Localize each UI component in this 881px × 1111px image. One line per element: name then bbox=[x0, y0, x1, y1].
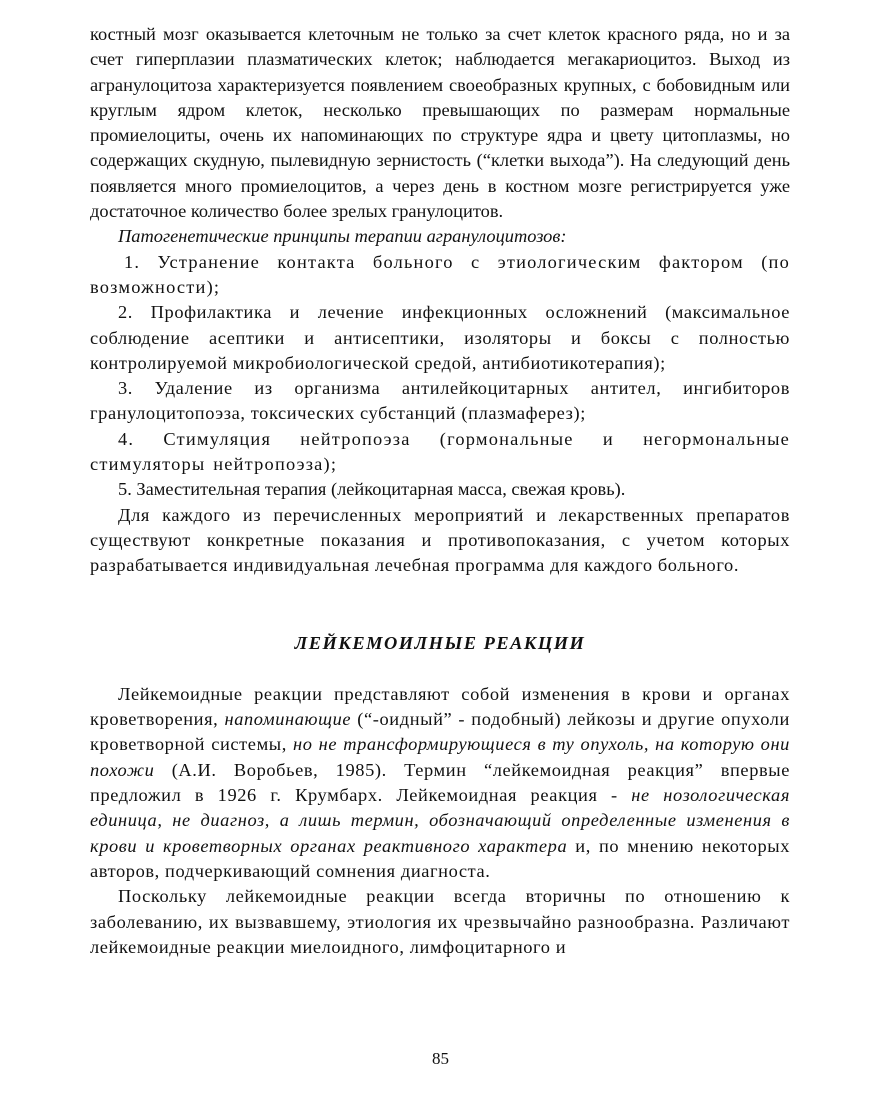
therapy-item-3: 3. Удаление из организма антилейкоцитарных антител, ингибиторов гранулоцитопоэза, токсических субстанций (плазмаферез); bbox=[90, 378, 790, 424]
spacer bbox=[90, 656, 790, 682]
emphasis-text: но не трансформирующиеся в ту опухоль, на которую они похожи bbox=[90, 734, 790, 780]
page-number: 85 bbox=[432, 1049, 449, 1068]
text-run: (А.И. Воробьев, 1985). Термин “лейкемоидная реакция” впервые предложил в 1926 г. Крумбарх. Лейкемоидная реакция - bbox=[90, 759, 790, 806]
text-run: (“-оидный” - подобный) лейкозы и другие опухоли кроветворной системы, bbox=[90, 709, 790, 755]
section-title: ЛЕЙКЕМОИЛНЫЕ РЕАКЦИИ bbox=[294, 632, 586, 653]
therapy-item-2: 2. Профилактика и лечение инфекционных осложнений (максимальное соблюдение асептики и антисептики, изоляторы и боксы с полностью контролируемой микробиологической средой, антибиотикотерапия); bbox=[90, 302, 790, 373]
therapy-item-5: 5. Заместительная терапия (лейкоцитарная масса, свежая кровь). bbox=[118, 479, 626, 500]
therapy-item-4: 4. Стимуляция нейтропоэза (гормональные и негормональные стимуляторы нейтропоэза); bbox=[90, 428, 790, 475]
emphasis-text: напоминающие bbox=[224, 709, 352, 730]
leukemoid-definition-paragraph bbox=[90, 682, 790, 884]
paragraph-bone-marrow: костный мозг оказывается клеточным не только за счет клеток красного ряда, но и за счет гиперплазии плазматических клеток; наблюдается мегакариоцитоз. Выход из агранулоцитоза характеризуется появлением своеобразных крупных, с бобовидным или круглым ядром клеток, несколько превышающих по размерам нормальные промиелоциты, очень их напоминающих по структуре ядра и цвету цитоплазмы, но содержащих скудную, пылевидную зернистость (“клетки выхода”). На следующий день появляется много промиелоцитов, а через день в костном мозге регистрируется уже достаточное количество более зрелых гранулоцитов. bbox=[90, 24, 790, 222]
leukemoid-etiology-paragraph: Поскольку лейкемоидные реакции всегда вторичны по отношению к заболеванию, их вызвавшему, этиология их чрезвычайно разнообразна. Различают лейкемоидные реакции миелоидного, лимфоцитарного и bbox=[90, 886, 790, 957]
therapy-principles-heading: Патогенетические принципы терапии агранулоцитозов: bbox=[118, 226, 567, 247]
emphasis-text: не нозологическая единица, не диагноз, а лишь термин, обозначающий определенные изменения в крови и кроветворных органах реактивного характера bbox=[90, 785, 790, 856]
text-run: и, по мнению некоторых авторов, подчеркивающий сомнения диагноста. bbox=[90, 835, 790, 881]
therapy-item-1: 1. Устранение контакта больного с этиологическим фактором (по возможности); bbox=[90, 251, 790, 297]
therapy-conclusion-paragraph: Для каждого из перечисленных мероприятий и лекарственных препаратов существуют конкретные показания и противопоказания, с учетом которых разрабатывается индивидуальная лечебная программа для каждого больного. bbox=[90, 504, 790, 576]
page-body bbox=[90, 22, 790, 960]
text-run: Лейкемоидные реакции представляют собой изменения в крови и органах кроветворения, bbox=[90, 683, 790, 730]
spacer bbox=[90, 579, 790, 631]
